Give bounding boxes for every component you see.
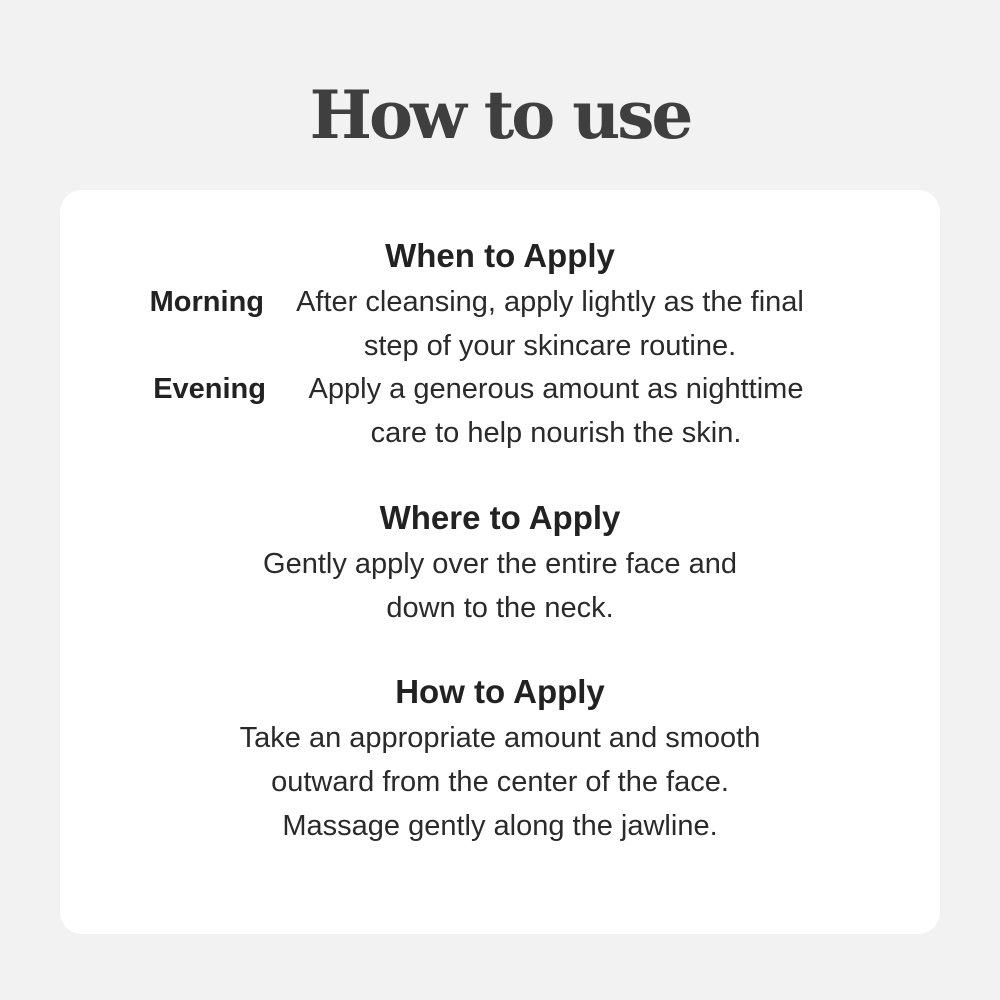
- morning-line-1: After cleansing, apply lightly as the final: [296, 286, 804, 318]
- how-line-1: Take an appropriate amount and smooth: [239, 722, 761, 754]
- how-line-3: Massage gently along the jawline.: [282, 810, 718, 842]
- evening-line-1: Apply a generous amount as nighttime: [308, 373, 804, 405]
- where-line-1: Gently apply over the entire face and: [263, 548, 737, 580]
- when-to-apply-heading: When to Apply: [385, 237, 615, 274]
- where-to-apply-description: [60, 542, 940, 630]
- morning-label: Morning: [149, 286, 264, 318]
- where-line-2: down to the neck.: [386, 592, 614, 624]
- morning-description: [250, 280, 850, 368]
- page-title: How to use: [309, 76, 691, 154]
- how-line-2: outward from the center of the face.: [271, 766, 729, 798]
- instructions-card: [60, 190, 940, 934]
- how-to-apply-heading: How to Apply: [395, 673, 605, 710]
- morning-line-2: step of your skincare routine.: [363, 330, 737, 362]
- evening-line-2: care to help nourish the skin.: [370, 417, 742, 449]
- where-to-apply-heading: Where to Apply: [379, 499, 621, 536]
- how-to-apply-description: [60, 716, 940, 848]
- morning-row: [60, 280, 940, 368]
- evening-label: Evening: [153, 373, 266, 405]
- evening-description: [256, 367, 856, 455]
- evening-row: [60, 367, 940, 455]
